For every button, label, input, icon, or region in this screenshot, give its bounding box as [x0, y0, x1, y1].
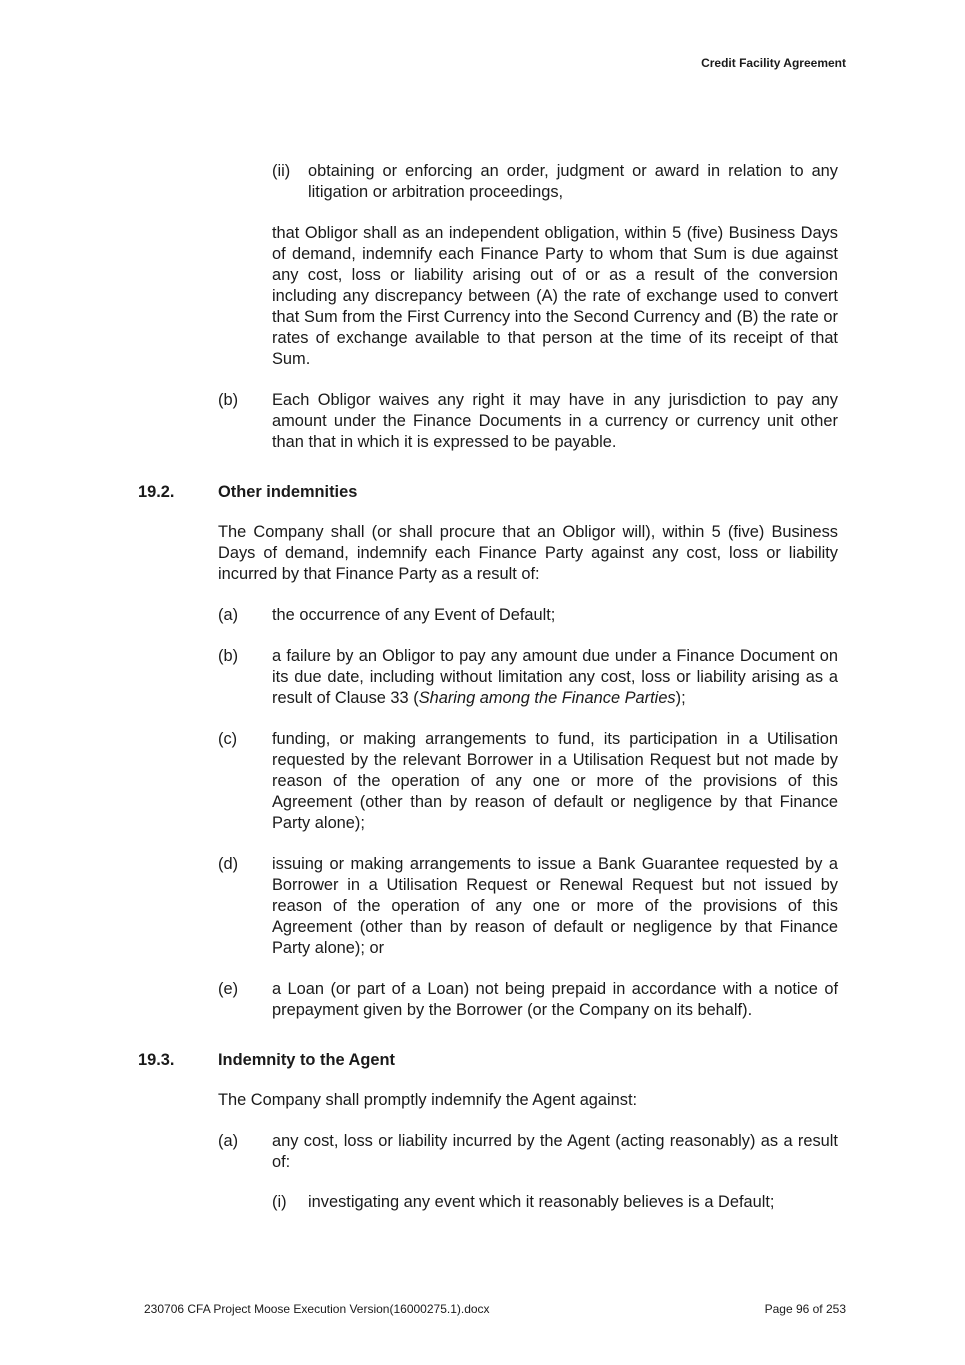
section-19-3-title: Indemnity to the Agent [218, 1051, 395, 1069]
item-label-ii: (ii) [272, 162, 291, 180]
section-19-3-number: 19.3. [138, 1051, 175, 1069]
item-label-d: (d) [218, 855, 239, 873]
section-19-2-title: Other indemnities [218, 483, 358, 501]
item-i-text: investigating any event which it reasonably believes is a Default; [308, 1193, 775, 1211]
item-d-text: issuing or making arrangements to issue a Bank Guarantee requested by a Borrower in a Utilisation Request or Renewal Request but not issued by reason of the operation of any one or more of the provisions of this Agreement (other than by reason of default or negligence by that Finance Party alone); or [272, 855, 838, 957]
item-ii-text: obtaining or enforcing an order, judgment or award in relation to any litigation or arbitration proceedings, [308, 162, 838, 201]
footer-page-number: Page 96 of 253 [764, 1302, 846, 1316]
section-19-2-number: 19.2. [138, 483, 175, 501]
item-label-i: (i) [272, 1193, 287, 1211]
item-a-agent-text: any cost, loss or liability incurred by the Agent (acting reasonably) as a result of: [272, 1132, 838, 1171]
item-b-text: a failure by an Obligor to pay any amount due under a Finance Document on its due date, including without limitation any cost, loss or liability arising as a result of Clause 33 (Sharing among the Finance Parties); [272, 647, 838, 707]
indemnify-paragraph: that Obligor shall as an independent obligation, within 5 (five) Business Days of demand, indemnify each Finance Party to whom that Sum is due against any cost, loss or liability arising out of or as a result of the conversion including any discrepancy between (A) the rate of exchange used to convert that Sum from the First Currency into the Second Currency and (B) the rate or rates of exchange available to that person at the time of its receipt of that Sum. [272, 224, 838, 368]
item-b-top-text: Each Obligor waives any right it may have in any jurisdiction to pay any amount under the Finance Documents in a currency or currency unit other than that in which it is expressed to be payable. [272, 391, 838, 451]
item-e-text: a Loan (or part of a Loan) not being prepaid in accordance with a notice of prepayment given by the Borrower (or the Company on its behalf). [272, 980, 838, 1019]
running-header: Credit Facility Agreement [701, 56, 846, 70]
footer-filename: 230706 CFA Project Moose Execution Version(16000275.1).docx [144, 1302, 490, 1316]
section-19-2-intro: The Company shall (or shall procure that an Obligor will), within 5 (five) Business Days of demand, indemnify each Finance Party against any cost, loss or liability incurred by that Finance Party as a result of: [218, 523, 838, 583]
item-label-e: (e) [218, 980, 239, 998]
section-19-3-intro: The Company shall promptly indemnify the Agent against: [218, 1091, 638, 1109]
item-label-c: (c) [218, 730, 238, 748]
item-label-a: (a) [218, 606, 239, 624]
item-label-a-agent: (a) [218, 1132, 239, 1150]
item-c-text: funding, or making arrangements to fund, its participation in a Utilisation requested by the relevant Borrower in a Utilisation Request but not made by reason of the operation of any one or more of the provisions of this Agreement (other than by reason of default or negligence by that Finance Party alone); [272, 730, 838, 832]
italic-clause-title: Sharing among the Finance Parties [418, 689, 676, 707]
item-label-b: (b) [218, 647, 239, 665]
item-label-b-top: (b) [218, 391, 239, 409]
item-a-text: the occurrence of any Event of Default; [272, 606, 556, 624]
